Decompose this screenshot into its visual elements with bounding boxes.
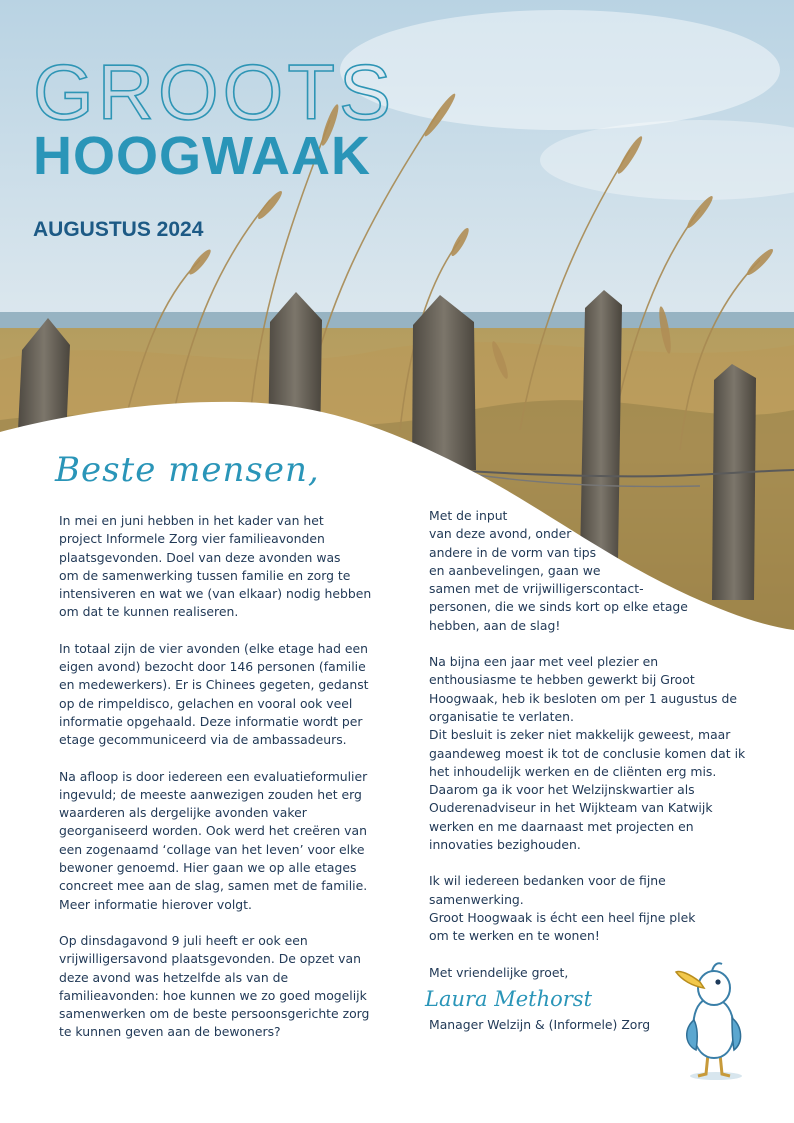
paragraph: Op dinsdagavond 9 juli heeft er ook een vrijwilligersavond plaatsgevonden. De opzet van deze avond was hetzelfde als van de familieavonden: hoe kunnen we zo goed mogelijk samenwerken om de beste persoonsgerichte zorg te kunnen geven aan de bewoners? — [59, 932, 370, 1040]
newsletter-title-line1: GROOTS — [33, 48, 396, 136]
paragraph: In totaal zijn de vier avonden (elke etage had een eigen avond) bezocht door 146 personen (familie en medewerkers). Er is Chinees gegeten, gedanst op de rimpeldisco, gelachen en vooral ook veel informatie opgehaald. Deze informatie wordt per etage gecommuniceerd via de ambassadeurs. — [59, 640, 369, 748]
paragraph: Met de input van deze avond, onder andere in de vorm van tips en aanbevelingen, gaan we samen met de vrijwilligerscontact- personen, die we sinds kort op elke etage hebben, aan de slag! — [429, 508, 688, 633]
paragraph: Ik wil iedereen bedanken voor de fijne samenwerking. Groot Hoogwaak is écht een heel fijne plek om te werken en te wonen! — [429, 873, 696, 944]
signature: Laura Methorst — [425, 986, 593, 1011]
newsletter-title-line2: HOOGWAAK — [33, 126, 371, 186]
greeting-heading: Beste mensen, — [55, 450, 320, 490]
seagull-mascot-icon — [672, 958, 752, 1086]
closing-line: Met vriendelijke groet, — [429, 964, 569, 980]
masthead — [33, 48, 396, 186]
paragraph: Na afloop is door iedereen een evaluatieformulier ingevuld; de meeste aanwezigen zouden het erg waarderen als dergelijke avonden vaker georganiseerd worden. Ook werd het creëren van een zogenaamd ‘collage van het leven’ voor elke bewoner genoemd. Hier gaan we op alle etages concreet mee aan de slag, samen met de familie. Meer informatie hierover volgt. — [59, 768, 368, 912]
signatory-role: Manager Welzijn & (Informele) Zorg — [429, 1017, 651, 1033]
paragraph: Na bijna een jaar met veel plezier en enthousiasme te hebben gewerkt bij Groot Hoogwaak, heb ik besloten om per 1 augustus de organisatie te verlaten. Dit besluit is zeker niet makkelijk geweest, maar gaandeweg moest ik tot de conclusie komen dat ik het inhoudelijk werken en de cliënten erg mis. Daarom ga ik voor het Welzijnskwartier als Ouderenadviseur in het Wijkteam van Katwijk werken en me daarnaast met projecten en innovaties bezighouden. — [429, 654, 746, 853]
paragraph: In mei en juni hebben in het kader van het project Informele Zorg vier familieavonden plaatsgevonden. Doel van deze avonden was om de samenwerking tussen familie en zorg te intensiveren en wat we (van elkaar) nodig hebben om dat te kunnen realiseren. — [59, 513, 372, 620]
left-column — [59, 512, 393, 1060]
issue-date: AUGUSTUS 2024 — [33, 218, 204, 241]
